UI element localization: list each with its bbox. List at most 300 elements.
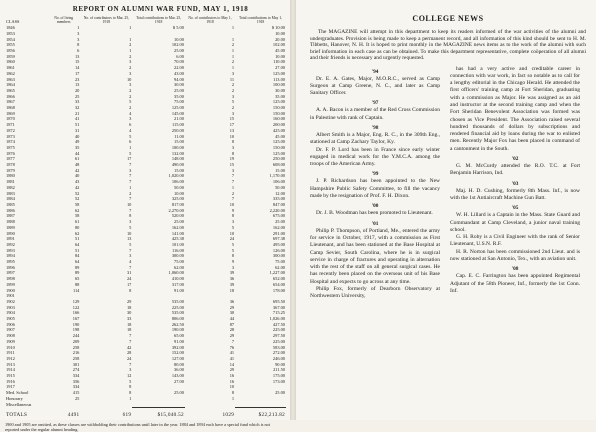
cell-total-may: 15.00 xyxy=(275,167,285,173)
cell-total-mar: 62.00 xyxy=(174,264,184,270)
section-heading: COLLEGE NEWS xyxy=(412,14,484,23)
cell-living: 40 xyxy=(74,133,80,139)
cell-total-may: 113.00 xyxy=(273,76,285,82)
cell-living: 356 xyxy=(72,378,80,384)
cell-total-mar: 91.00 xyxy=(174,287,184,293)
cell-total-may: 2,220.00 xyxy=(269,207,285,213)
cell-class: 1875 xyxy=(6,144,15,150)
cell-total-may: 126.00 xyxy=(272,247,285,253)
cell-class: 1883 xyxy=(6,190,15,196)
cell-class: 1866 xyxy=(6,93,15,99)
cell-total-mar: 817.00 xyxy=(171,201,184,207)
cell-living: 244 xyxy=(72,333,80,339)
cell-class: 1846 xyxy=(6,25,15,31)
cell-contributors-mar: 7 xyxy=(129,179,132,185)
cell-contributors-mar: 7 xyxy=(129,196,132,202)
cell-total-mar: 101.00 xyxy=(171,241,184,247)
cell-total-mar: 80.00 xyxy=(174,361,184,367)
cell-total-mar: 190.00 xyxy=(171,327,184,333)
cell-class: 1882 xyxy=(6,184,15,190)
cell-total-may: 297.50 xyxy=(272,333,285,339)
cell-living: 52 xyxy=(74,196,80,202)
cell-living: 13 xyxy=(74,53,80,59)
cell-contributors-may: 3 xyxy=(231,93,235,99)
cell-total-may: 10.00 xyxy=(275,30,285,36)
cell-total-mar: 535.00 xyxy=(171,298,184,304)
cell-living: 8 xyxy=(77,42,80,48)
cell-contributors-mar: 7 xyxy=(129,173,132,179)
cell-total-may: 150.00 xyxy=(272,110,285,116)
cell-living: 129 xyxy=(72,298,80,304)
cell-contributors-may: 14 xyxy=(229,361,235,367)
cell-contributors-mar: 24 xyxy=(126,355,132,361)
cell-class: 1876 xyxy=(6,150,15,156)
cell-class: 1864 xyxy=(6,82,15,88)
cell-contributors-may: 9 xyxy=(231,207,235,213)
header-contributors-mar: No. of contributors to Mar. 25, 1918 xyxy=(83,16,129,25)
cell-class: 1891 xyxy=(6,236,15,242)
news-item: Albert Smith is a Major, Eng. R. C., in the 309th Eng., stationed at Camp Zachary Taylor, Ky. xyxy=(310,131,440,146)
cell-total-may: 75.00 xyxy=(275,259,285,265)
cell-total-may: 200.00 xyxy=(272,122,285,128)
cell-total-mar: 91.00 xyxy=(174,338,184,344)
cell-total-may: 12.00 xyxy=(275,190,285,196)
cell-total-may: 225.00 xyxy=(272,327,285,333)
cell-class: 1911 xyxy=(6,350,15,356)
cell-total-may: 150.00 xyxy=(272,105,285,111)
cell-contributors-may: 1 xyxy=(231,65,235,71)
cell-total-may: 272.00 xyxy=(272,350,285,356)
cell-total-mar: 100.00 xyxy=(171,144,184,150)
news-item: H. R. Norton has been commissioned 2nd Lieut. and is now stationed at San Antonio, Tex., with an aviation unit. xyxy=(450,248,580,263)
cell-living: 114 xyxy=(72,287,80,293)
cell-total-mar: 115.00 xyxy=(171,122,184,128)
cell-total-mar: 127.00 xyxy=(171,355,184,361)
cell-contributors-may: 3 xyxy=(231,264,235,270)
cell-contributors-mar: 18 xyxy=(126,327,132,333)
cell-total-mar: $ 5.00 xyxy=(172,25,184,31)
class-year-heading: '98 xyxy=(371,124,379,131)
cell-living: 13 xyxy=(74,82,80,88)
cell-total-mar: 50.00 xyxy=(174,184,184,190)
cell-class: 1871 xyxy=(6,122,15,128)
news-item: Dr. F. P. Lord has been in France since early winter engaged in medical work for the Y.M.C.A. among the troops of the American Army. xyxy=(310,146,440,168)
cell-class: 1867 xyxy=(6,99,15,105)
cell-total-mar: 94.00 xyxy=(174,76,184,82)
cell-total-may: 427.50 xyxy=(272,321,285,327)
cell-living: 58 xyxy=(74,213,80,219)
cell-class: 1870 xyxy=(6,116,15,122)
cell-total-mar: 250.00 xyxy=(171,127,184,133)
cell-total-may: 715.25 xyxy=(272,310,285,316)
cell-class: 1853 xyxy=(6,30,15,36)
cell-living: 41 xyxy=(74,116,80,122)
cell-class: 1865 xyxy=(6,87,15,93)
cell-class: 1916 xyxy=(6,378,15,384)
cell-contributors-mar: 2 xyxy=(129,105,132,111)
cell-class: 1862 xyxy=(6,70,15,76)
cell-living: 52 xyxy=(74,190,80,196)
cell-contributors-mar: 3 xyxy=(129,219,132,225)
left-page xyxy=(0,0,290,432)
cell-class: 1894 xyxy=(6,253,15,259)
cell-contributors-may: 2 xyxy=(231,59,235,65)
cell-living: 334 xyxy=(72,384,80,390)
cell-class: 1900 xyxy=(6,287,15,293)
cell-total-mar: 490.00 xyxy=(171,162,184,168)
cell-total-mar: 392.00 xyxy=(171,344,184,350)
cell-total-may: 25.00 xyxy=(275,390,285,396)
cell-contributors-mar: 3 xyxy=(129,59,132,65)
cell-total-may: 50.00 xyxy=(275,184,285,190)
cell-class: 1892 xyxy=(6,241,15,247)
cell-contributors-mar: 1 xyxy=(129,144,132,150)
cell-living: 58 xyxy=(74,201,80,207)
cell-living: 32 xyxy=(74,105,80,111)
cell-total-may: 110.00 xyxy=(273,59,285,65)
cell-class: 1885 xyxy=(6,201,15,207)
cell-total-mar: 145.00 xyxy=(171,110,184,116)
cell-contributors-may: 8 xyxy=(231,139,235,145)
cell-contributors-mar: 5 xyxy=(129,378,132,384)
cell-contributors-mar: 8 xyxy=(129,213,132,219)
cell-contributors-mar: 7 xyxy=(129,247,132,253)
cell-contributors-may: 11 xyxy=(229,76,235,82)
cell-living: 80 xyxy=(74,224,80,230)
cell-class: 1854 xyxy=(6,36,15,42)
cell-class: 1869 xyxy=(6,110,15,116)
cell-contributors-may: 7 xyxy=(231,338,235,344)
cell-contributors-may: 1 xyxy=(231,53,235,59)
cell-contributors-may: 16 xyxy=(229,373,235,379)
cell-contributors-mar: 2 xyxy=(129,190,132,196)
cell-total-may: 250.00 xyxy=(272,156,285,162)
cell-contributors-mar: 29 xyxy=(126,298,132,304)
cell-total-may: 173.00 xyxy=(272,378,285,384)
cell-contributors-may: 29 xyxy=(229,304,235,310)
cell-living: 42 xyxy=(74,167,80,173)
cell-contributors-may: 1 xyxy=(231,184,235,190)
cell-total-mar: 22.00 xyxy=(174,65,184,71)
cell-contributors-may: 15 xyxy=(229,162,235,168)
cell-contributors-may: 5 xyxy=(231,99,235,105)
cell-total-mar: 15.00 xyxy=(174,139,184,145)
cell-total-mar: 25.00 xyxy=(174,219,184,225)
cell-contributors-may: 2 xyxy=(231,105,235,111)
cell-total-mar: 21.00 xyxy=(174,116,184,122)
cell-contributors-may: 3 xyxy=(231,70,235,76)
cell-total-may: 25.00 xyxy=(275,219,285,225)
news-item: J. P. Richardson has been appointed to the New Hampshire Public Safety Committee, to fill the vacancy made by the resignation of Prof. F. H. Dixon. xyxy=(310,178,440,200)
cell-living: 23 xyxy=(74,76,80,82)
cell-class: 1910 xyxy=(6,344,15,350)
cell-total-may: 583.00 xyxy=(272,344,285,350)
cell-living: 51 xyxy=(74,122,80,128)
cell-contributors-mar: 1 xyxy=(129,36,132,42)
cell-total-mar: 65.00 xyxy=(174,333,184,339)
cell-contributors-mar: 3 xyxy=(129,253,132,259)
cell-total-may: 847.00 xyxy=(272,201,285,207)
news-item: W. H. Lillard is a Captain in the Mass. State Guard and Commandant at Camp Cleveland, a junior naval training school. xyxy=(450,212,580,233)
cell-contributors-may: 36 xyxy=(229,276,235,282)
cell-class: Med. School xyxy=(6,390,29,396)
cell-contributors-may: 1 xyxy=(231,36,235,42)
cell-class: 1896 xyxy=(6,264,15,270)
cell-living: 64 xyxy=(74,259,80,265)
cell-contributors-mar: 7 xyxy=(129,333,132,339)
cell-living: 42 xyxy=(74,184,80,190)
cell-class: 1895 xyxy=(6,259,15,265)
cell-contributors-may: 7 xyxy=(231,196,235,202)
cell-contributors-mar: 33 xyxy=(126,316,132,322)
cell-total-mar: 325.00 xyxy=(171,196,184,202)
cell-living: 65 xyxy=(74,276,80,282)
cell-total-mar: 25.00 xyxy=(174,87,184,93)
cell-living: 415 xyxy=(72,390,80,396)
cell-class: 1888 xyxy=(6,219,15,225)
cell-contributors-may: 87 xyxy=(229,321,235,327)
cell-total-mar: 11.00 xyxy=(174,133,184,139)
cell-living: 43 xyxy=(74,179,80,185)
cell-total-may: 1,026.00 xyxy=(269,316,285,322)
cell-class: 1874 xyxy=(6,139,15,145)
totals-row xyxy=(5,407,286,418)
cell-total-mar: 6.00 xyxy=(176,53,184,59)
cell-contributors-may: 8 xyxy=(231,150,235,156)
cell-class: 1879 xyxy=(6,167,15,173)
class-year-heading: '08 xyxy=(511,266,519,273)
totals-amount-mar: $15,040.52 xyxy=(132,407,185,418)
cell-contributors-may: 10 xyxy=(229,230,235,236)
cell-class: 1861 xyxy=(6,65,15,71)
cell-total-may: 225.00 xyxy=(272,338,285,344)
cell-contributors-may: 1 xyxy=(231,395,235,401)
cell-total-may: 162.00 xyxy=(272,224,285,230)
cell-class: 1904 xyxy=(6,310,15,316)
cell-contributors-mar: 6 xyxy=(129,139,132,145)
totals-living: 4491 xyxy=(67,411,80,418)
cell-contributors-mar: 1 xyxy=(129,48,132,53)
class-year-heading: '97 xyxy=(371,100,379,107)
cell-living: 122 xyxy=(72,304,80,310)
cell-total-may: 125.00 xyxy=(272,70,285,76)
header-total-mar: Total contributions to Mar. 25, 1918 xyxy=(136,16,182,25)
cell-total-mar: 30.00 xyxy=(174,82,184,88)
cell-total-mar: 1,060.00 xyxy=(168,270,184,276)
cell-contributors-may: 2 xyxy=(231,42,235,48)
cell-contributors-mar: 10 xyxy=(126,76,132,82)
cell-total-may: 1,170.00 xyxy=(269,173,285,179)
cell-total-may: 178.00 xyxy=(272,287,285,293)
totals-amount-may: $22,213.82 xyxy=(235,407,286,418)
class-year-heading: '02 xyxy=(511,156,519,163)
cell-total-may: 654.00 xyxy=(272,281,285,287)
cell-contributors-mar: 3 xyxy=(129,167,132,173)
cell-living: 33 xyxy=(74,99,80,105)
cell-total-may: 106.00 xyxy=(272,179,285,185)
cell-contributors-may: 24 xyxy=(229,236,235,242)
cell-class: 1859 xyxy=(6,53,15,59)
cell-total-mar: 520.00 xyxy=(171,213,184,219)
cell-total-mar: 141.00 xyxy=(171,230,184,236)
cell-class: 1917 xyxy=(6,384,15,390)
cell-contributors-mar: 3 xyxy=(129,367,132,373)
cell-total-may: 697.38 xyxy=(272,236,285,242)
news-item: Philip Fox, formerly of Dearborn Observatory at Northwestern University, xyxy=(310,286,440,300)
cell-class: 1898 xyxy=(6,276,15,282)
header-living-members: No. of living members xyxy=(54,16,74,25)
cell-living: 216 xyxy=(72,350,80,356)
cell-living: 166 xyxy=(72,310,80,316)
cell-class: 1886 xyxy=(6,207,15,213)
cell-total-mar: 535.00 xyxy=(171,310,184,316)
cell-contributors-may: 5 xyxy=(231,224,235,230)
cell-class: 1913 xyxy=(6,361,15,367)
cell-living: 61 xyxy=(74,156,80,162)
cell-total-mar: 75.00 xyxy=(174,99,184,105)
cell-contributors-mar: 10 xyxy=(126,201,132,207)
news-column-right xyxy=(450,66,580,301)
cell-total-may: 160.00 xyxy=(272,116,285,122)
cell-contributors-mar: 42 xyxy=(126,344,132,350)
right-page xyxy=(296,0,596,420)
cell-living: 61 xyxy=(74,219,80,225)
cell-contributors-may: 1 xyxy=(231,25,235,31)
cell-class: 1909 xyxy=(6,338,15,344)
cell-living: 62 xyxy=(74,230,80,236)
cell-total-mar: 143.00 xyxy=(171,373,184,379)
cell-total-may: 62.00 xyxy=(275,264,285,270)
cell-contributors-mar: 18 xyxy=(126,321,132,327)
cell-class: Miscellaneous xyxy=(6,401,32,407)
cell-living: 21 xyxy=(74,110,80,116)
cell-total-mar: 116.00 xyxy=(171,247,184,253)
cell-total-mar: 262.50 xyxy=(171,321,184,327)
cell-class: 1855 xyxy=(6,42,15,48)
cell-total-mar: 300.00 xyxy=(171,253,184,259)
cell-total-mar: 1,020.00 xyxy=(168,173,184,179)
cell-contributors-may: 8 xyxy=(231,213,235,219)
cell-contributors-may: 29 xyxy=(229,367,235,373)
cell-total-mar: 106.00 xyxy=(171,179,184,185)
cell-contributors-mar: 8 xyxy=(129,287,132,293)
cell-total-mar: 317.00 xyxy=(171,281,184,287)
cell-living: 25 xyxy=(74,395,80,401)
cell-total-mar: 225.00 xyxy=(171,304,184,310)
cell-total-may: 211.50 xyxy=(273,367,285,373)
cell-class: 1884 xyxy=(6,196,15,202)
cell-total-may: 90.00 xyxy=(275,361,285,367)
cell-contributors-may: 15 xyxy=(229,116,235,122)
cell-contributors-may: 8 xyxy=(231,390,235,396)
cell-living: 84 xyxy=(74,253,80,259)
cell-contributors-mar: 3 xyxy=(129,70,132,76)
cell-contributors-mar: 17 xyxy=(126,281,132,287)
cell-living: 20 xyxy=(74,87,80,93)
cell-class: 1914 xyxy=(6,367,15,373)
cell-contributors-mar: 2 xyxy=(129,53,132,59)
cell-living: 190 xyxy=(72,321,80,327)
news-item: A. A. Bacon is a member of the Red Cross Commission in Palestine with rank of Captain. xyxy=(310,107,440,121)
cell-class: 1878 xyxy=(6,162,15,168)
cell-living: 1 xyxy=(77,25,80,31)
cell-class: 1863 xyxy=(6,76,15,82)
cell-contributors-mar: 10 xyxy=(126,230,132,236)
cell-living: 14 xyxy=(74,65,80,71)
cell-contributors-may: 16 xyxy=(229,378,235,384)
cell-contributors-mar: 5 xyxy=(129,224,132,230)
cell-total-mar: 125.00 xyxy=(171,105,184,111)
news-item: Dr. J. B. Woodman has been promoted to Lieutenant. xyxy=(316,210,433,217)
news-column-left xyxy=(310,66,440,301)
cell-contributors-mar: 7 xyxy=(129,338,132,344)
cell-total-may: 20.00 xyxy=(275,36,285,42)
cell-total-mar: 102.00 xyxy=(171,42,184,48)
cell-total-may: 495.00 xyxy=(272,241,285,247)
cell-living: 64 xyxy=(74,241,80,247)
cell-contributors-mar: 2 xyxy=(129,42,132,48)
news-item: Dr. E. A. Gates, Major, M.O.R.C., served as Camp Surgeon at Camp Greene, N. C., and later as Camp Sanitary Officer. xyxy=(310,75,440,97)
cell-total-mar: 162.00 xyxy=(171,224,184,230)
cell-contributors-may: 28 xyxy=(229,327,235,333)
cell-living: 44 xyxy=(74,150,80,156)
cell-living: 198 xyxy=(72,327,80,333)
cell-class: 1868 xyxy=(6,105,15,111)
cell-contributors-may: 30 xyxy=(229,310,235,316)
cell-total-mar: 70.00 xyxy=(174,59,184,65)
cell-class: 1890 xyxy=(6,230,15,236)
cell-living: 49 xyxy=(74,139,80,145)
cell-contributors-may: 2 xyxy=(231,82,235,88)
cell-class: 1912 xyxy=(6,355,15,361)
cell-contributors-may: 10 xyxy=(229,201,235,207)
header-contributors-may: No. of contributors to May 1, 1918 xyxy=(188,16,232,25)
cell-contributors-may: 9 xyxy=(231,259,235,265)
cell-contributors-mar: 5 xyxy=(129,99,132,105)
cell-class: 1907 xyxy=(6,327,15,333)
class-year-heading: '94 xyxy=(371,68,379,75)
cell-living: 51 xyxy=(74,247,80,253)
cell-total-mar: 75.00 xyxy=(174,259,184,265)
cell-contributors-may: 1 xyxy=(231,48,235,53)
header-total-may: Total contributions to May 1, 1918 xyxy=(239,16,283,25)
cell-contributors-may: 3 xyxy=(231,167,235,173)
cell-class: 1902 xyxy=(6,298,15,304)
cell-living: 48 xyxy=(74,162,80,168)
cell-contributors-mar: 28 xyxy=(126,350,132,356)
cell-total-may: 175.00 xyxy=(272,373,285,379)
cell-contributors-mar: 18 xyxy=(126,304,132,310)
cell-contributors-may: 41 xyxy=(229,355,235,361)
class-year-heading: '00 xyxy=(371,203,379,210)
class-year-heading: '05 xyxy=(511,205,519,212)
cell-total-may: 1,227.00 xyxy=(269,270,285,276)
cell-contributors-mar: 17 xyxy=(126,156,132,162)
cell-total-may: 695.50 xyxy=(272,298,285,304)
cell-total-mar: 806.00 xyxy=(171,316,184,322)
table-header-row xyxy=(5,16,286,25)
cell-total-may: 102.00 xyxy=(272,42,285,48)
table-footnote: 1900 and 1905 are omitted, as these classes are withholding their contributions until later in the year. 1884 and 1894 each have a special fund which is not reported under the regular alumni heading. xyxy=(5,421,271,432)
cell-class: 1893 xyxy=(6,247,15,253)
cell-class: 1903 xyxy=(6,304,15,310)
cell-total-mar: 25.00 xyxy=(174,48,184,53)
cell-total-mar: 10.00 xyxy=(174,36,184,42)
cell-total-mar: 410.00 xyxy=(171,276,184,282)
news-columns xyxy=(310,66,586,301)
cell-total-mar: 10.00 xyxy=(174,190,184,196)
cell-contributors-may: 19 xyxy=(229,156,235,162)
